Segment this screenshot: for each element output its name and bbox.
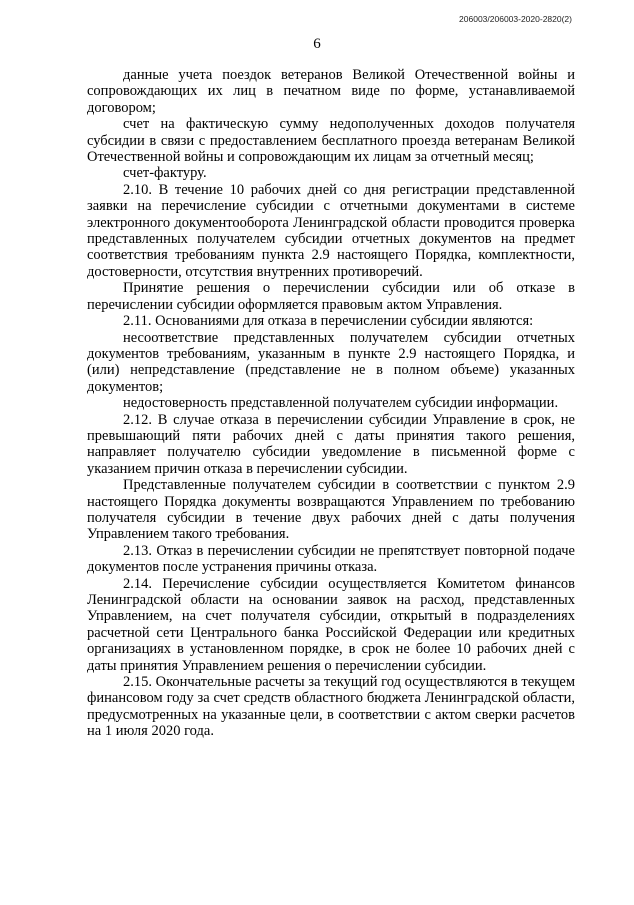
paragraph-unreliability: недостоверность представленной получателем субсидии информации.: [123, 395, 559, 412]
document-body: [87, 67, 575, 740]
paragraph-travel-records: данные учета поездок ветеранов Великой Отечественной войны и сопровождающих их лиц в печатном виде по форме, устанавливаемой договором;: [87, 67, 575, 116]
paragraph-invoice: счет-фактуру.: [123, 165, 207, 182]
paragraph-invoice-amount: счет на фактическую сумму недополученных доходов получателя субсидии в связи с предоставлением бесплатного проезда ветеранам Великой Отечественной войны и сопровождающим их лицам за отчетный месяц;: [87, 116, 575, 166]
paragraph-2-14: 2.14. Перечисление субсидии осуществляется Комитетом финансов Ленинградской области на основании заявок на расход, представленных Управлением, на счет получателя субсидии, открытый в подразделениях расчетной сети Центрального банка Российской Федерации или кредитных организациях в установленном порядке, в срок не более 10 рабочих дней с даты принятия Управлением решения о перечислении субсидии.: [87, 575, 575, 674]
paragraph-2-13: 2.13. Отказ в перечислении субсидии не препятствует повторной подаче документов после устранения причины отказа.: [87, 542, 575, 576]
paragraph-2-10: 2.10. В течение 10 рабочих дней со дня регистрации представленной заявки на перечисление субсидии с отчетными документами в системе электронного документооборота Ленинградской области проводится проверка представленных получателем субсидии отчетных документов на предмет соответствия требованиям пункта 2.9 настоящего Порядка, комплектности, достоверности, отсутствия внутренних противоречий.: [87, 181, 575, 280]
paragraph-documents-return: Представленные получателем субсидии в соответствии с пунктом 2.9 настоящего Порядка документы возвращаются Управлением по требованию получателя субсидии в течение двух рабочих дней с даты получения Управлением такого требования.: [87, 477, 575, 543]
paragraph-2-12: 2.12. В случае отказа в перечислении субсидии Управление в срок, не превышающий пяти рабочих дней с даты принятия такого решения, направляет получателю субсидии уведомление в письменной форме с указанием причин отказа в перечислении субсидии.: [87, 411, 575, 477]
paragraph-decision: Принятие решения о перечислении субсидии или об отказе в перечислении субсидии оформляется правовым актом Управления.: [87, 280, 575, 313]
paragraph-noncompliance: несоответствие представленных получателем субсидии отчетных документов требованиям, указанным в пункте 2.9 настоящего Порядка, и (или) непредставление (представление не в полном объеме) указанных документов;: [87, 329, 575, 395]
paragraph-2-11: 2.11. Основаниями для отказа в перечислении субсидии являются:: [123, 313, 534, 330]
document-id: 206003/206003-2020-2820(2): [459, 14, 572, 24]
page-number: 6: [313, 36, 321, 52]
paragraph-2-15: 2.15. Окончательные расчеты за текущий год осуществляются в текущем финансовом году за счет средств областного бюджета Ленинградской области, предусмотренных на указанные цели, в соответствии с актом сверки расчетов на 1 июля 2020 года.: [87, 674, 575, 740]
